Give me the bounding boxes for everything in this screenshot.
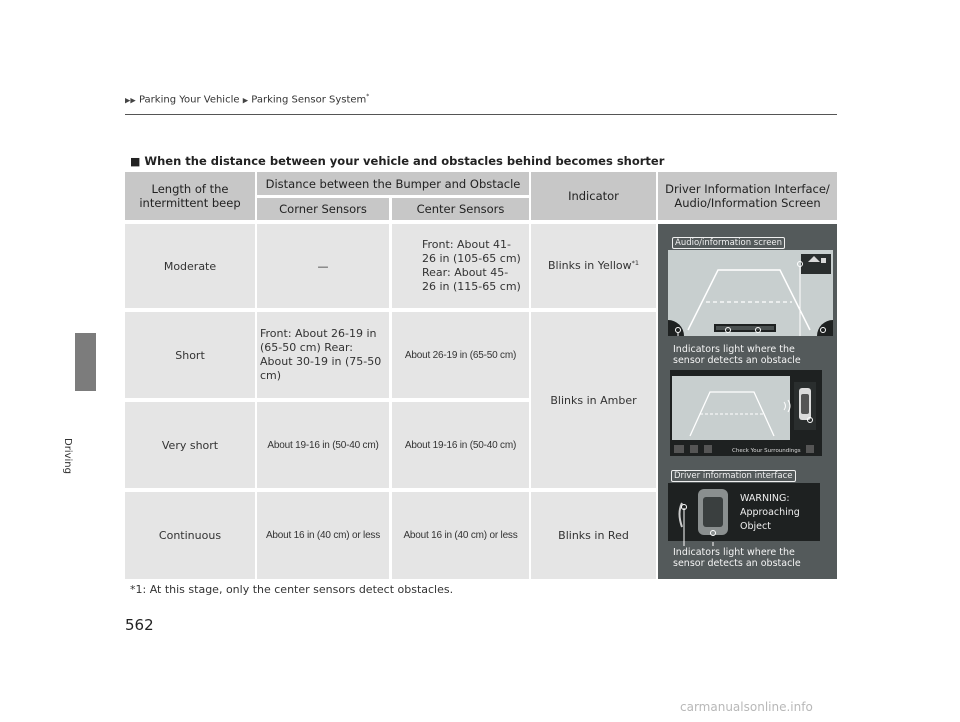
leader-line-icon <box>678 506 718 548</box>
indicator-note-bottom-text: Indicators light where the sensor detects an obstacle <box>673 547 801 569</box>
header-corner-sensors: Corner Sensors <box>257 198 389 220</box>
row-continuous-corner: About 16 in (40 cm) or less <box>257 492 389 579</box>
row-moderate-length: Moderate <box>125 224 255 308</box>
row-moderate-indicator <box>531 224 656 308</box>
screen-illustration-panel <box>658 224 837 579</box>
header-screen <box>658 172 837 220</box>
side-tab-label: Driving <box>62 438 73 474</box>
row-short-length: Short <box>125 312 255 398</box>
row-short-corner-text: Front: About 26-19 in (65-50 cm) Rear: About 30-19 in (75-50 cm) <box>260 327 382 382</box>
indicator-note-top <box>673 344 813 366</box>
warning-line-1: WARNING: <box>740 493 790 504</box>
driver-interface-tag: Driver information interface <box>671 470 796 482</box>
audio-screen-tag: Audio/information screen <box>672 237 785 249</box>
section-heading <box>130 154 664 168</box>
breadcrumb <box>125 93 369 105</box>
footnote-ref: *1 <box>631 259 639 267</box>
page-number: 562 <box>125 616 154 634</box>
warning-line-2: Approaching <box>740 507 800 518</box>
breadcrumb-arrow-icon: ▶ <box>242 96 249 105</box>
camera-screen-illustration <box>670 370 822 456</box>
row-continuous-center: About 16 in (40 cm) or less <box>392 492 529 579</box>
audio-screen-illustration <box>668 250 833 336</box>
header-beep-length <box>125 172 255 220</box>
row-very-short-length: Very short <box>125 402 255 488</box>
row-short-center: About 26-19 in (65-50 cm) <box>392 312 529 398</box>
watermark-text: carmanualsonline.info <box>680 700 813 714</box>
header-beep-length-text: Length of the intermittent beep <box>139 182 241 210</box>
row-moderate-center-text: Front: About 41-26 in (105-65 cm) Rear: About 45-26 in (115-65 cm) <box>422 238 521 293</box>
row-moderate-corner: — <box>257 224 389 308</box>
footnote: *1: At this stage, only the center sensors detect obstacles. <box>130 583 454 596</box>
row-very-short-center: About 19-16 in (50-40 cm) <box>392 402 529 488</box>
row-moderate-indicator-text: Blinks in Yellow <box>547 259 632 272</box>
header-distance: Distance between the Bumper and Obstacle <box>257 172 529 195</box>
amber-indicator: Blinks in Amber <box>531 312 656 488</box>
breadcrumb-arrow-icon: ▶▶ <box>125 96 136 105</box>
header-divider <box>125 114 837 115</box>
side-tab <box>75 333 96 391</box>
check-surroundings-text: Check Your Surroundings <box>732 448 801 454</box>
breadcrumb-asterisk: * <box>366 93 370 100</box>
warning-line-3: Object <box>740 521 771 532</box>
indicator-note-top-text: Indicators light where the sensor detects an obstacle <box>673 344 801 366</box>
header-screen-text: Driver Information Interface/ Audio/Information Screen <box>665 182 830 210</box>
row-very-short-corner: About 19-16 in (50-40 cm) <box>257 402 389 488</box>
header-indicator: Indicator <box>531 172 656 220</box>
row-continuous-indicator: Blinks in Red <box>531 492 656 579</box>
row-moderate-center <box>392 224 529 308</box>
square-bullet-icon: ■ <box>130 155 141 168</box>
header-center-sensors: Center Sensors <box>392 198 529 220</box>
breadcrumb-item-sensor-system[interactable]: Parking Sensor System <box>251 94 367 106</box>
row-continuous-length: Continuous <box>125 492 255 579</box>
breadcrumb-item-parking[interactable]: Parking Your Vehicle <box>138 94 240 106</box>
section-heading-text: When the distance between your vehicle and obstacles behind becomes shorter <box>144 154 665 168</box>
indicator-note-bottom <box>673 547 813 569</box>
row-short-corner <box>257 312 389 398</box>
